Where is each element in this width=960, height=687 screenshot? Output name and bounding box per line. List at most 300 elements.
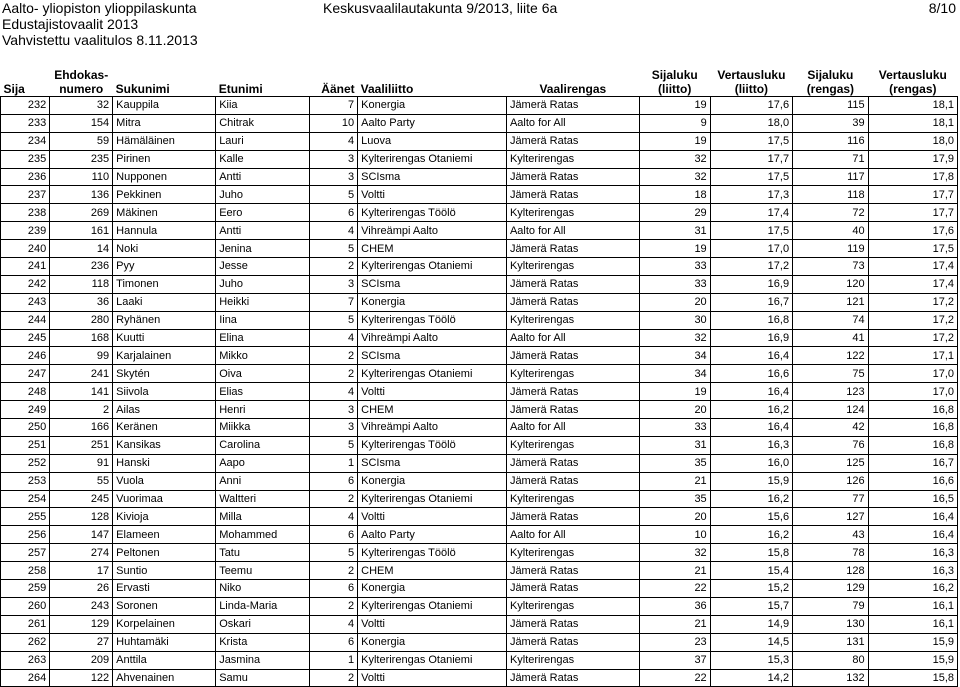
table-row [1, 472, 958, 490]
cell-ehdokasnumero: 236 [50, 258, 113, 276]
cell-etunimi: Elias [216, 383, 310, 401]
table-row [1, 544, 958, 562]
cell-vertausluku-liitto: 16,2 [710, 490, 792, 508]
cell-sijaluku-liitto: 10 [639, 526, 710, 544]
cell-etunimi: Heikki [216, 293, 310, 311]
cell-vaaliliitto: CHEM [358, 240, 507, 258]
col-header-vaaliliitto: Vaaliliitto [360, 82, 414, 96]
cell-sukunimi: Skytén [113, 365, 216, 383]
cell-sukunimi: Mäkinen [113, 204, 216, 222]
cell-vertausluku-rengas: 17,6 [868, 222, 957, 240]
cell-vaalirengas: Aalto for All [506, 329, 639, 347]
cell-ehdokasnumero: 118 [50, 275, 113, 293]
table-row [1, 597, 958, 615]
cell-aanet: 1 [310, 651, 358, 669]
cell-sijaluku-liitto: 20 [639, 401, 710, 419]
cell-vaalirengas: Aalto for All [506, 222, 639, 240]
cell-sijaluku-liitto: 31 [639, 436, 710, 454]
cell-sukunimi: Peltonen [113, 544, 216, 562]
cell-aanet: 4 [310, 329, 358, 347]
table-row [1, 329, 958, 347]
cell-aanet: 10 [310, 114, 358, 132]
col-header-ehdokasnumero: Ehdokas- numero [54, 68, 109, 96]
cell-ehdokasnumero: 59 [50, 132, 113, 150]
cell-vertausluku-liitto: 15,7 [710, 597, 792, 615]
cell-sukunimi: Suntio [113, 562, 216, 580]
document-header-center: Keskusvaalilautakunta 9/2013, liite 6a [323, 0, 558, 16]
cell-vertausluku-liitto: 16,4 [710, 419, 792, 437]
table-row [1, 526, 958, 544]
cell-vertausluku-rengas: 17,8 [868, 168, 957, 186]
cell-vaaliliitto: Voltti [358, 615, 507, 633]
cell-ehdokasnumero: 166 [50, 419, 113, 437]
cell-vertausluku-liitto: 18,0 [710, 114, 792, 132]
cell-ehdokasnumero: 136 [50, 186, 113, 204]
cell-vertausluku-liitto: 14,2 [710, 669, 792, 687]
cell-sijaluku-liitto: 35 [639, 490, 710, 508]
cell-aanet: 3 [310, 150, 358, 168]
cell-sijaluku-liitto: 34 [639, 347, 710, 365]
page-number: 8/10 [928, 0, 956, 16]
cell-sija: 237 [1, 186, 50, 204]
cell-aanet: 2 [310, 597, 358, 615]
cell-vertausluku-rengas: 16,6 [868, 472, 957, 490]
cell-vertausluku-rengas: 17,2 [868, 329, 957, 347]
cell-sukunimi: Mitra [113, 114, 216, 132]
cell-sija: 260 [1, 597, 50, 615]
col-header-sijaluku-liitto: Sijaluku (liitto) [651, 68, 698, 96]
cell-sija: 261 [1, 615, 50, 633]
cell-etunimi: Kalle [216, 150, 310, 168]
cell-aanet: 5 [310, 311, 358, 329]
cell-sukunimi: Kauppila [113, 97, 216, 115]
cell-sukunimi: Vuola [113, 472, 216, 490]
cell-aanet: 7 [310, 293, 358, 311]
cell-vaalirengas: Jämerä Ratas [506, 97, 639, 115]
cell-vaaliliitto: Voltti [358, 186, 507, 204]
cell-sijaluku-rengas: 80 [793, 651, 869, 669]
organization-name: Aalto- yliopiston ylioppilaskunta [2, 0, 197, 16]
cell-sijaluku-rengas: 123 [793, 383, 869, 401]
cell-sija: 249 [1, 401, 50, 419]
cell-ehdokasnumero: 243 [50, 597, 113, 615]
cell-vaalirengas: Kylterirengas [506, 597, 639, 615]
cell-vaaliliitto: Kylterirengas Otaniemi [358, 258, 507, 276]
cell-vaalirengas: Kylterirengas [506, 490, 639, 508]
cell-vaaliliitto: Kylterirengas Töölö [358, 204, 507, 222]
cell-ehdokasnumero: 154 [50, 114, 113, 132]
cell-sukunimi: Laaki [113, 293, 216, 311]
cell-sija: 233 [1, 114, 50, 132]
cell-sijaluku-rengas: 117 [793, 168, 869, 186]
cell-sijaluku-liitto: 22 [639, 669, 710, 687]
table-row [1, 168, 958, 186]
cell-sija: 240 [1, 240, 50, 258]
cell-vertausluku-liitto: 16,2 [710, 401, 792, 419]
cell-aanet: 5 [310, 436, 358, 454]
cell-sijaluku-rengas: 119 [793, 240, 869, 258]
cell-vaaliliitto: Konergia [358, 580, 507, 598]
col-header-vertausluku-liitto: Vertausluku (liitto) [717, 68, 786, 96]
cell-vaalirengas: Jämerä Ratas [506, 615, 639, 633]
cell-sija: 256 [1, 526, 50, 544]
cell-sukunimi: Ailas [113, 401, 216, 419]
cell-vertausluku-rengas: 16,4 [868, 508, 957, 526]
cell-ehdokasnumero: 122 [50, 669, 113, 687]
cell-sija: 254 [1, 490, 50, 508]
cell-sijaluku-rengas: 129 [793, 580, 869, 598]
cell-sijaluku-rengas: 125 [793, 454, 869, 472]
cell-etunimi: Oskari [216, 615, 310, 633]
cell-vaaliliitto: Aalto Party [358, 114, 507, 132]
cell-sijaluku-liitto: 32 [639, 168, 710, 186]
cell-sijaluku-liitto: 21 [639, 472, 710, 490]
cell-ehdokasnumero: 245 [50, 490, 113, 508]
cell-ehdokasnumero: 32 [50, 97, 113, 115]
cell-sijaluku-liitto: 33 [639, 419, 710, 437]
cell-vertausluku-rengas: 17,4 [868, 258, 957, 276]
cell-vaalirengas: Jämerä Ratas [506, 454, 639, 472]
cell-ehdokasnumero: 241 [50, 365, 113, 383]
cell-etunimi: Krista [216, 633, 310, 651]
cell-vaaliliitto: Konergia [358, 633, 507, 651]
table-row [1, 222, 958, 240]
cell-sukunimi: Soronen [113, 597, 216, 615]
cell-sija: 251 [1, 436, 50, 454]
cell-aanet: 2 [310, 669, 358, 687]
cell-sija: 244 [1, 311, 50, 329]
cell-vertausluku-rengas: 17,0 [868, 383, 957, 401]
cell-vaalirengas: Aalto for All [506, 419, 639, 437]
cell-sijaluku-rengas: 122 [793, 347, 869, 365]
cell-vertausluku-liitto: 17,4 [710, 204, 792, 222]
cell-vaalirengas: Aalto for All [506, 114, 639, 132]
cell-vertausluku-rengas: 17,2 [868, 293, 957, 311]
cell-vertausluku-rengas: 18,1 [868, 97, 957, 115]
cell-vaalirengas: Aalto for All [506, 526, 639, 544]
table-row [1, 633, 958, 651]
cell-sija: 235 [1, 150, 50, 168]
cell-sukunimi: Kuutti [113, 329, 216, 347]
cell-vertausluku-rengas: 17,4 [868, 275, 957, 293]
cell-sukunimi: Korpelainen [113, 615, 216, 633]
cell-vertausluku-liitto: 16,2 [710, 526, 792, 544]
cell-vertausluku-liitto: 16,0 [710, 454, 792, 472]
cell-etunimi: Jenina [216, 240, 310, 258]
cell-ehdokasnumero: 235 [50, 150, 113, 168]
cell-ehdokasnumero: 36 [50, 293, 113, 311]
cell-sukunimi: Vuorimaa [113, 490, 216, 508]
cell-etunimi: Anni [216, 472, 310, 490]
cell-vertausluku-liitto: 17,7 [710, 150, 792, 168]
cell-vertausluku-rengas: 15,9 [868, 633, 957, 651]
cell-aanet: 6 [310, 580, 358, 598]
cell-sukunimi: Timonen [113, 275, 216, 293]
cell-sijaluku-rengas: 42 [793, 419, 869, 437]
cell-sijaluku-liitto: 32 [639, 544, 710, 562]
cell-vaaliliitto: SCIsma [358, 168, 507, 186]
cell-sukunimi: Ryhänen [113, 311, 216, 329]
cell-aanet: 5 [310, 544, 358, 562]
cell-vertausluku-liitto: 14,5 [710, 633, 792, 651]
cell-vertausluku-liitto: 17,3 [710, 186, 792, 204]
table-row [1, 419, 958, 437]
cell-ehdokasnumero: 209 [50, 651, 113, 669]
cell-vertausluku-liitto: 17,2 [710, 258, 792, 276]
cell-vaaliliitto: Aalto Party [358, 526, 507, 544]
cell-vertausluku-liitto: 16,4 [710, 383, 792, 401]
cell-vertausluku-liitto: 16,6 [710, 365, 792, 383]
table-row [1, 615, 958, 633]
cell-vaaliliitto: Kylterirengas Töölö [358, 436, 507, 454]
election-name: Edustajistovaalit 2013 [2, 16, 139, 32]
cell-vaalirengas: Kylterirengas [506, 651, 639, 669]
cell-sijaluku-rengas: 39 [793, 114, 869, 132]
cell-sija: 246 [1, 347, 50, 365]
cell-vaaliliitto: SCIsma [358, 275, 507, 293]
cell-sijaluku-rengas: 132 [793, 669, 869, 687]
table-row [1, 275, 958, 293]
table-row [1, 293, 958, 311]
result-confirmation: Vahvistettu vaalitulos 8.11.2013 [2, 32, 198, 48]
cell-sijaluku-liitto: 31 [639, 222, 710, 240]
cell-sijaluku-liitto: 18 [639, 186, 710, 204]
cell-sijaluku-rengas: 43 [793, 526, 869, 544]
cell-vaaliliitto: CHEM [358, 401, 507, 419]
table-row [1, 580, 958, 598]
cell-sijaluku-rengas: 77 [793, 490, 869, 508]
cell-vertausluku-liitto: 17,0 [710, 240, 792, 258]
cell-vaalirengas: Kylterirengas [506, 258, 639, 276]
cell-etunimi: Tatu [216, 544, 310, 562]
cell-vaaliliitto: SCIsma [358, 347, 507, 365]
cell-sukunimi: Siivola [113, 383, 216, 401]
cell-sija: 248 [1, 383, 50, 401]
cell-vaalirengas: Jämerä Ratas [506, 293, 639, 311]
table-row [1, 562, 958, 580]
cell-vaaliliitto: Kylterirengas Otaniemi [358, 365, 507, 383]
table-row [1, 454, 958, 472]
cell-sijaluku-liitto: 33 [639, 258, 710, 276]
cell-sukunimi: Elameen [113, 526, 216, 544]
cell-aanet: 5 [310, 186, 358, 204]
cell-vertausluku-rengas: 16,7 [868, 454, 957, 472]
cell-sijaluku-rengas: 118 [793, 186, 869, 204]
cell-etunimi: Chitrak [216, 114, 310, 132]
cell-vaalirengas: Kylterirengas [506, 544, 639, 562]
cell-vaalirengas: Jämerä Ratas [506, 383, 639, 401]
cell-etunimi: Carolina [216, 436, 310, 454]
cell-ehdokasnumero: 274 [50, 544, 113, 562]
cell-sijaluku-liitto: 36 [639, 597, 710, 615]
cell-aanet: 6 [310, 526, 358, 544]
cell-vaalirengas: Jämerä Ratas [506, 633, 639, 651]
cell-aanet: 6 [310, 633, 358, 651]
cell-sija: 234 [1, 132, 50, 150]
cell-aanet: 2 [310, 562, 358, 580]
cell-etunimi: Juho [216, 275, 310, 293]
cell-ehdokasnumero: 91 [50, 454, 113, 472]
cell-aanet: 6 [310, 204, 358, 222]
cell-sija: 241 [1, 258, 50, 276]
cell-etunimi: Henri [216, 401, 310, 419]
cell-sukunimi: Pirinen [113, 150, 216, 168]
cell-sija: 258 [1, 562, 50, 580]
cell-sijaluku-rengas: 127 [793, 508, 869, 526]
cell-etunimi: Samu [216, 669, 310, 687]
cell-sijaluku-liitto: 35 [639, 454, 710, 472]
table-row [1, 114, 958, 132]
cell-sijaluku-rengas: 130 [793, 615, 869, 633]
cell-vertausluku-rengas: 15,8 [868, 669, 957, 687]
cell-vertausluku-rengas: 17,7 [868, 204, 957, 222]
cell-vertausluku-liitto: 15,4 [710, 562, 792, 580]
cell-sijaluku-liitto: 22 [639, 580, 710, 598]
cell-vertausluku-liitto: 16,8 [710, 311, 792, 329]
cell-vaalirengas: Jämerä Ratas [506, 508, 639, 526]
cell-aanet: 2 [310, 347, 358, 365]
cell-vertausluku-rengas: 17,0 [868, 365, 957, 383]
cell-vaaliliitto: Kylterirengas Otaniemi [358, 597, 507, 615]
cell-vaalirengas: Jämerä Ratas [506, 347, 639, 365]
cell-vertausluku-rengas: 17,5 [868, 240, 957, 258]
cell-vaalirengas: Jämerä Ratas [506, 562, 639, 580]
cell-aanet: 4 [310, 222, 358, 240]
cell-ehdokasnumero: 251 [50, 436, 113, 454]
cell-vertausluku-liitto: 17,5 [710, 222, 792, 240]
col-header-etunimi: Etunimi [218, 82, 263, 96]
cell-vaaliliitto: Kylterirengas Otaniemi [358, 490, 507, 508]
cell-vertausluku-liitto: 15,6 [710, 508, 792, 526]
cell-vertausluku-rengas: 16,3 [868, 562, 957, 580]
col-header-sija [1, 64, 50, 97]
cell-vaalirengas: Jämerä Ratas [506, 168, 639, 186]
cell-vaaliliitto: Vihreämpi Aalto [358, 419, 507, 437]
cell-sijaluku-liitto: 23 [639, 633, 710, 651]
cell-aanet: 3 [310, 168, 358, 186]
cell-sijaluku-liitto: 19 [639, 132, 710, 150]
cell-sijaluku-rengas: 120 [793, 275, 869, 293]
cell-aanet: 2 [310, 365, 358, 383]
cell-vertausluku-rengas: 16,8 [868, 401, 957, 419]
cell-etunimi: Juho [216, 186, 310, 204]
table-row [1, 508, 958, 526]
cell-aanet: 6 [310, 472, 358, 490]
cell-sijaluku-liitto: 32 [639, 150, 710, 168]
cell-aanet: 2 [310, 258, 358, 276]
cell-sukunimi: Huhtamäki [113, 633, 216, 651]
cell-sijaluku-liitto: 21 [639, 615, 710, 633]
cell-sukunimi: Nupponen [113, 168, 216, 186]
cell-sijaluku-liitto: 32 [639, 329, 710, 347]
cell-ehdokasnumero: 14 [50, 240, 113, 258]
cell-vertausluku-liitto: 14,9 [710, 615, 792, 633]
cell-sijaluku-liitto: 20 [639, 508, 710, 526]
cell-vaaliliitto: Kylterirengas Töölö [358, 544, 507, 562]
cell-vaalirengas: Jämerä Ratas [506, 472, 639, 490]
cell-sukunimi: Hanski [113, 454, 216, 472]
cell-vaaliliitto: Voltti [358, 508, 507, 526]
cell-sija: 245 [1, 329, 50, 347]
results-table [0, 64, 958, 687]
col-header-vaalirengas: Vaalirengas [539, 82, 607, 96]
cell-aanet: 4 [310, 383, 358, 401]
cell-sijaluku-rengas: 124 [793, 401, 869, 419]
cell-ehdokasnumero: 147 [50, 526, 113, 544]
cell-etunimi: Aapo [216, 454, 310, 472]
table-row [1, 347, 958, 365]
cell-aanet: 5 [310, 240, 358, 258]
cell-sijaluku-liitto: 21 [639, 562, 710, 580]
cell-ehdokasnumero: 110 [50, 168, 113, 186]
cell-sija: 250 [1, 419, 50, 437]
cell-etunimi: Milla [216, 508, 310, 526]
cell-vertausluku-liitto: 17,6 [710, 97, 792, 115]
cell-ehdokasnumero: 55 [50, 472, 113, 490]
cell-sukunimi: Ervasti [113, 580, 216, 598]
cell-sijaluku-liitto: 19 [639, 240, 710, 258]
cell-sija: 247 [1, 365, 50, 383]
cell-aanet: 1 [310, 454, 358, 472]
cell-sijaluku-liitto: 30 [639, 311, 710, 329]
cell-sijaluku-rengas: 74 [793, 311, 869, 329]
cell-vertausluku-liitto: 15,8 [710, 544, 792, 562]
table-row [1, 651, 958, 669]
cell-vaaliliitto: Kylterirengas Otaniemi [358, 150, 507, 168]
cell-aanet: 4 [310, 132, 358, 150]
cell-vertausluku-rengas: 16,2 [868, 580, 957, 598]
cell-sijaluku-rengas: 128 [793, 562, 869, 580]
cell-sukunimi: Noki [113, 240, 216, 258]
cell-vaalirengas: Kylterirengas [506, 436, 639, 454]
cell-vaaliliitto: Konergia [358, 472, 507, 490]
cell-vertausluku-rengas: 16,1 [868, 597, 957, 615]
cell-vaalirengas: Jämerä Ratas [506, 186, 639, 204]
cell-ehdokasnumero: 17 [50, 562, 113, 580]
cell-sukunimi: Hämäläinen [113, 132, 216, 150]
table-row [1, 436, 958, 454]
cell-sija: 243 [1, 293, 50, 311]
cell-sijaluku-rengas: 73 [793, 258, 869, 276]
cell-sija: 263 [1, 651, 50, 669]
cell-vaalirengas: Jämerä Ratas [506, 240, 639, 258]
cell-sijaluku-rengas: 131 [793, 633, 869, 651]
cell-sijaluku-rengas: 72 [793, 204, 869, 222]
cell-sijaluku-rengas: 78 [793, 544, 869, 562]
cell-sijaluku-liitto: 33 [639, 275, 710, 293]
cell-vertausluku-rengas: 17,9 [868, 150, 957, 168]
cell-sukunimi: Ahvenainen [113, 669, 216, 687]
cell-vaalirengas: Jämerä Ratas [506, 275, 639, 293]
cell-etunimi: Antti [216, 222, 310, 240]
cell-vertausluku-liitto: 16,4 [710, 347, 792, 365]
cell-vertausluku-liitto: 15,3 [710, 651, 792, 669]
cell-vaalirengas: Jämerä Ratas [506, 669, 639, 687]
cell-vertausluku-rengas: 16,8 [868, 419, 957, 437]
cell-vertausluku-rengas: 17,1 [868, 347, 957, 365]
cell-sukunimi: Kansikas [113, 436, 216, 454]
table-row [1, 311, 958, 329]
cell-etunimi: Jasmina [216, 651, 310, 669]
cell-etunimi: Iina [216, 311, 310, 329]
cell-ehdokasnumero: 26 [50, 580, 113, 598]
cell-vaaliliitto: Konergia [358, 293, 507, 311]
table-row [1, 97, 958, 115]
cell-sijaluku-liitto: 20 [639, 293, 710, 311]
table-row [1, 240, 958, 258]
cell-sija: 236 [1, 168, 50, 186]
cell-ehdokasnumero: 128 [50, 508, 113, 526]
